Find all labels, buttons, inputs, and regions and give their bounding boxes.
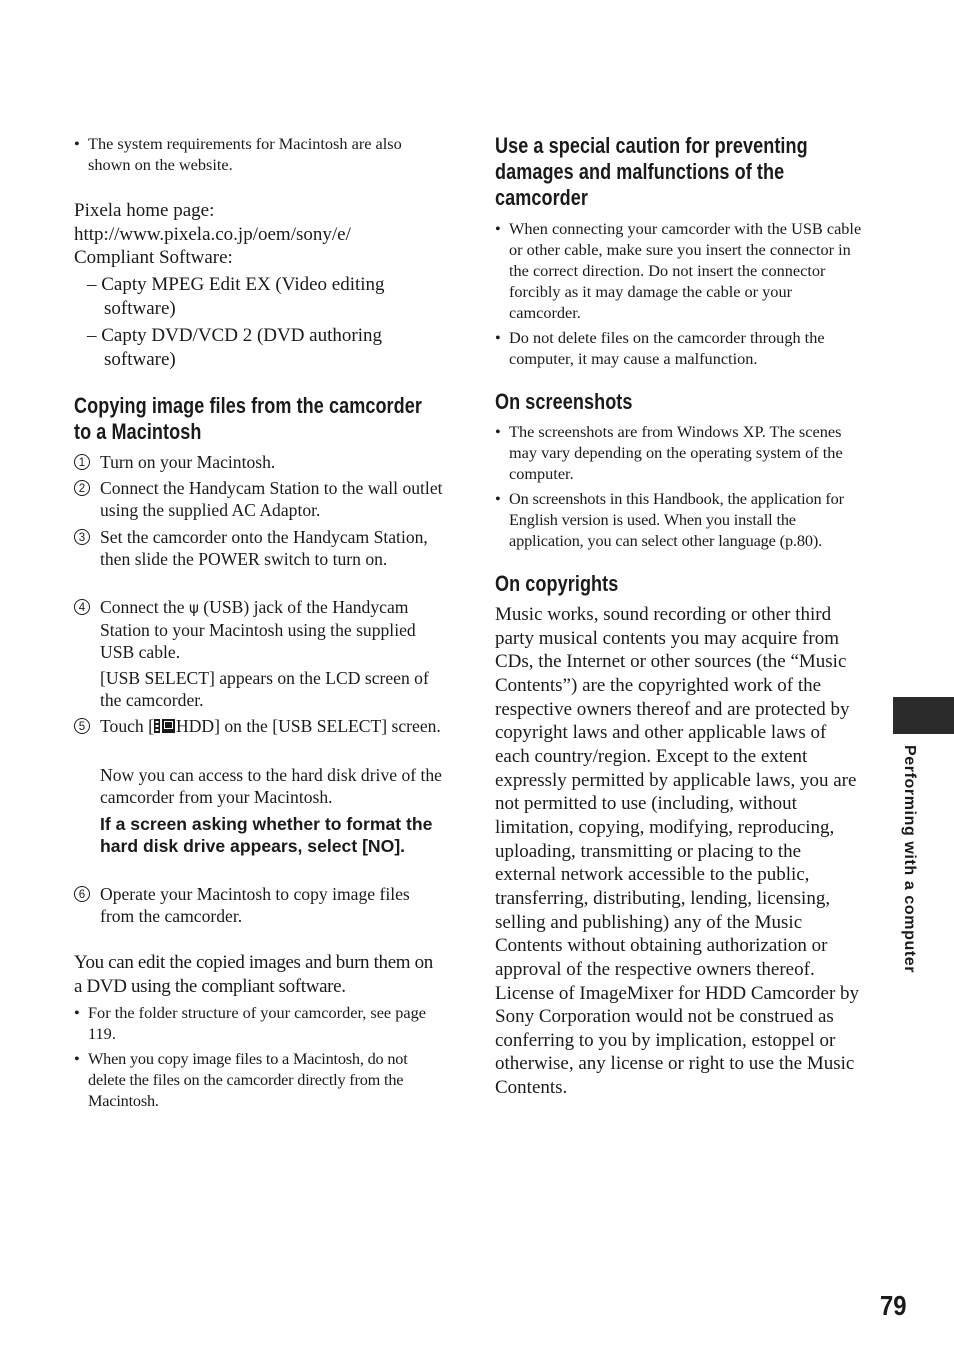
step-3: 3 Set the camcorder onto the Handycam Station, then slide the POWER switch to turn on. <box>74 526 444 570</box>
heading-on-copyrights: On copyrights <box>495 571 619 596</box>
section-tab-marker <box>893 697 954 734</box>
step-2: 2 Connect the Handycam Station to the wall outlet using the supplied AC Adaptor. <box>74 477 444 521</box>
section-side-label: Performing with a computer <box>901 745 918 974</box>
bullet-system-requirements: • The system requirements for Macintosh are also shown on the website. <box>74 134 402 174</box>
edit-paragraph: You can edit the copied images and burn them on a DVD using the compliant software. <box>74 952 433 997</box>
page-number: 79 <box>880 1290 907 1321</box>
software-item-1: – Capty MPEG Edit EX (Video editing software) <box>87 274 385 319</box>
step-5-note: Now you can access to the hard disk drive of the camcorder from your Macintosh. <box>100 765 442 807</box>
bullet-windows-xp: • The screenshots are from Windows XP. The scenes may vary depending on the operating system of the computer. <box>495 422 843 483</box>
step-number-5: 5 <box>74 718 90 734</box>
heading-special-caution: Use a special caution for preventing damages and malfunctions of the camcorder <box>495 133 808 210</box>
pixela-url[interactable]: http://www.pixela.co.jp/oem/sony/e/ <box>74 224 351 245</box>
bullet-usb-direction: • When connecting your camcorder with the USB cable or other cable, make sure you insert the connector in the correct direction. Do not insert the connector forcibly as it may damage the cable or your camcorder. <box>495 219 862 322</box>
step-number-2: 2 <box>74 480 90 496</box>
heading-copying-macintosh: Copying image files from the camcorder to a Macintosh <box>74 393 422 444</box>
bullet-folder-structure: • For the folder structure of your camcorder, see page 119. <box>74 1003 426 1043</box>
step-5: 5 Touch [ HDD] on the [USB SELECT] screen. <box>74 715 444 737</box>
software-item-2: – Capty DVD/VCD 2 (DVD authoring software) <box>87 325 383 370</box>
step-number-1: 1 <box>74 454 90 470</box>
hdd-icon <box>154 718 176 734</box>
step-4: 4 Connect the ψ (USB) jack of the Handycam Station to your Macintosh using the supplied USB cable. <box>74 596 444 663</box>
step-1: 1 Turn on your Macintosh. <box>74 451 444 473</box>
copyrights-paragraph: Music works, sound recording or other third party musical contents you may acquire from CDs, the Internet or other sources (the “Music Contents”) are the copyrighted work of the respective owners thereof and are protected by copyright laws and other applicable laws of each country/region. Except to the extent expressly permitted by applicable laws, you are not permitted to use (including, without limitation, copying, modifying, reproducing, uploading, transmitting or placing to the external network accessible to the public, transferring, distributing, lending, licensing, selling and publishing) any of the Music Contents without obtaining authorization or approval of the respective owners thereof. License of ImageMixer for HDD Camcorder by Sony Corporation would not be construed as conferring to you by implication, estoppel or otherwise, any license or right to use the Music Contents. <box>495 604 860 1099</box>
step-number-3: 3 <box>74 529 90 545</box>
compliant-software-label: Compliant Software: <box>74 247 233 268</box>
bullet-english-version: • On screenshots in this Handbook, the application for English version is used. When you install the application, you can select other language (p.80). <box>495 489 844 550</box>
step-4-note: [USB SELECT] appears on the LCD screen of the camcorder. <box>100 668 429 710</box>
format-warning: If a screen asking whether to format the hard disk drive appears, select [NO]. <box>100 814 433 856</box>
bullet-do-not-delete-files: • Do not delete files on the camcorder through the computer, it may cause a malfunction. <box>495 328 825 368</box>
heading-on-screenshots: On screenshots <box>495 389 633 414</box>
pixela-label: Pixela home page: <box>74 200 215 221</box>
step-number-4: 4 <box>74 599 90 615</box>
step-6: 6 Operate your Macintosh to copy image files from the camcorder. <box>74 883 444 927</box>
usb-icon: ψ <box>188 599 199 617</box>
bullet-do-not-delete: • When you copy image files to a Macintosh, do not delete the files on the camcorder directly from the Macintosh. <box>74 1049 408 1110</box>
step-number-6: 6 <box>74 886 90 902</box>
